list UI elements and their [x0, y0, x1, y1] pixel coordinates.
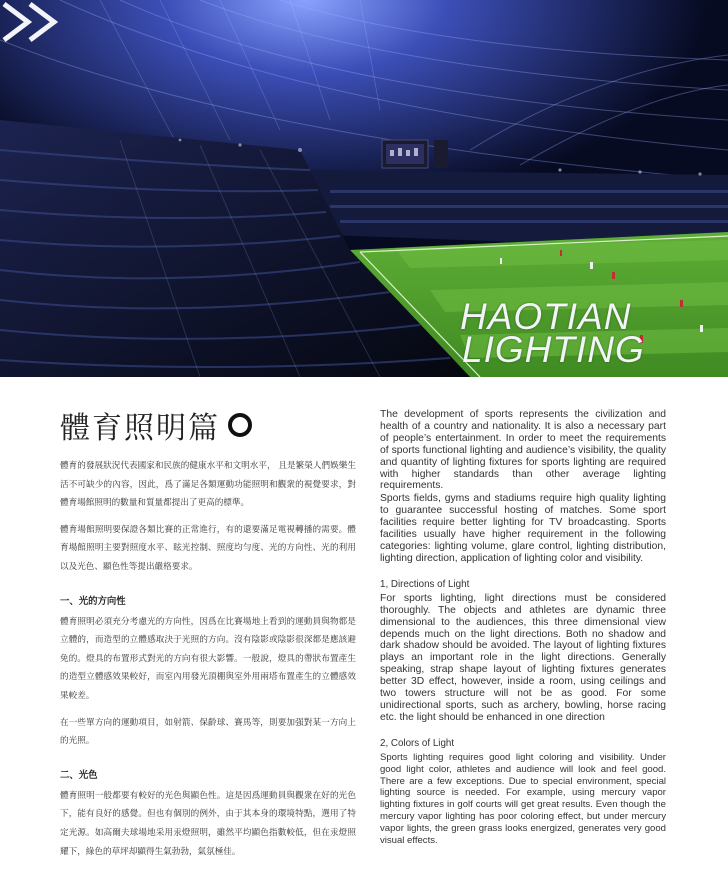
en-section-heading: 1, Directions of Light [380, 578, 470, 590]
cn-section-heading: 二、光色 [60, 769, 98, 781]
en-section-paragraph: For sports lighting, light directions must be considered thoroughly. The objects and athletes are dynamic three dimensional to the audiences, this three dimensional view depends much on the light directions. Both no shadow and dark shadow should be avoided. The layout of lighting fixtures plays an important role in the light directions. Generally speaking, strap shape layout of lighting fixtures generates better 3D effect, however, inside a room, using ceilings and two towers structure will not be as good. For some unidirectional sports, such as archery, bowling, horse racing etc. the light should be enhanced in one direction [380, 592, 666, 723]
en-intro-paragraph: The development of sports represents the civilization and health of a country and nationality. It is also a necessary part of people’s entertainment. In order to meet the requirements of sports functional lighting and audience’s visibility, the quality and quantity of lighting fixtures for sports lighting are required with higher standards than other average lighting requirements. [380, 409, 666, 492]
brand-name-line2: LIGHTING [462, 329, 645, 370]
chinese-column [60, 405, 356, 869]
page-title-row [60, 405, 356, 445]
circle-icon [228, 413, 252, 437]
cn-intro-paragraph: 體育場館照明要保證各類比賽的正常進行，有的還要滿足電視轉播的需要。體育場館照明主要對照度水平、眩光控制、照度均勻度、光的方向性、光的利用以及光色、顯色性等提出嚴格要求。 [60, 524, 356, 572]
cn-section-paragraph: 體育照明必須充分考慮光的方向性，因爲在比賽場地上看到的運動員與物都是立體的，而造型的立體感取決于光照的方向。沒有陰影或陰影很深都是應該避免的。燈具的布置形式對光的方向有很大影響。一般說，燈具的帶狀布置產生的造型立體感效果較好，而室內用發光頂棚與室外用兩塔布置產生的立體感效果較差。 [60, 616, 356, 701]
cn-section-paragraph: 體育照明一般都要有較好的光色與顯色性。這是因爲運動員與觀衆在好的光色下，能有良好的感覺。但也有個別的例外，由于其本身的環境特點，選用了特定光源。如高爾夫球場地采用汞燈照明，雖然平均顯色指數較低，但在汞燈照耀下，綠色的草坪却顯得生氣勃勃，氣氛極佳。 [60, 790, 356, 857]
en-section-paragraph: Sports lighting requires good light coloring and visibility. Under good light color, athletes and audience will look and feel good. There are a few exceptions. Due to special environment, special lighting source is needed. For example, using mercury vapor lighting fixtures in golf courts will get great results. Even though the mercury vapor lighting has poor coloring effect, but under mercury vapor lights, the green grass looks energized, generates very good visual effects. [380, 751, 666, 847]
english-column [380, 409, 666, 848]
cn-intro-paragraph: 體育的發展狀況代表國家和民族的健康水平和文明水平， 且是繁榮人們娛樂生活不可缺少的內容，因此，爲了滿足各類運動功能照明和觀衆的視覺要求，對體育場館照明的數量和質量都提出了更高的標準。 [60, 461, 356, 509]
page-title: 體育照明篇 [60, 411, 220, 446]
double-chevron-icon [0, 0, 70, 44]
brand-logo [0, 0, 728, 377]
en-intro-paragraph: Sports fields, gyms and stadiums require high quality lighting to guarantee successful hosting of matches. Some sport facilities require better lighting for TV broadcasting. Sports facilities usually have higher requirement in the following categories: lighting volume, glare control, lighting distribution, lighting direction, application of lighting color and visibility. [380, 493, 666, 564]
cn-section-paragraph: 在一些單方向的運動項目，如射箭、保齡球、賽馬等，則要加强對某一方向上的光照。 [60, 717, 356, 747]
stadium-hero-photo [0, 0, 728, 377]
cn-section-heading: 一、光的方向性 [60, 595, 126, 607]
brand-name-line1: HAOTIAN [460, 296, 632, 337]
en-section-heading: 2, Colors of Light [380, 737, 455, 749]
